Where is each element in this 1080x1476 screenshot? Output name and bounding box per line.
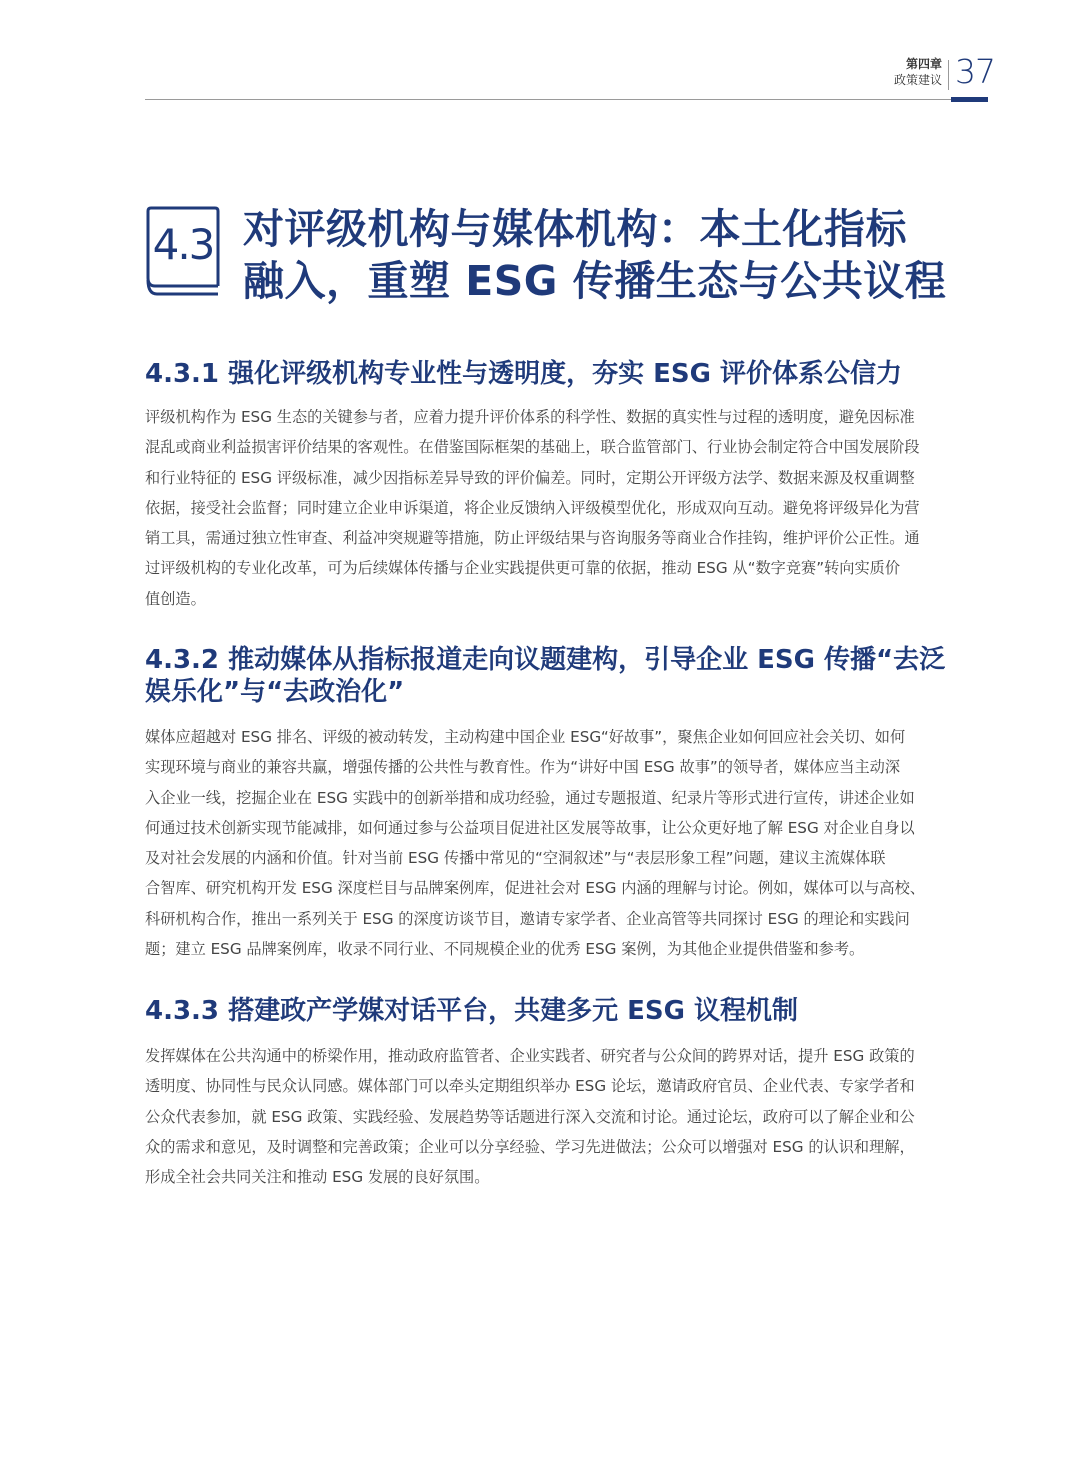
subsection-heading-4-3-1 bbox=[145, 358, 990, 390]
body-line: 依据，接受社会监督；同时建立企业申诉渠道，将企业反馈纳入评级模型优化，形成双向互动。避免将评级异化为营 bbox=[145, 498, 920, 517]
body-line: 及对社会发展的内涵和价值。针对当前 ESG 传播中常见的“空洞叙述”与“表层形象工程”问题，建议主流媒体联 bbox=[145, 849, 886, 868]
subsection-heading-line: 4.3.1 强化评级机构专业性与透明度，夯实 ESG 评价体系公信力 bbox=[145, 359, 903, 389]
subsection-heading-line: 4.3.2 推动媒体从指标报道走向议题建构，引导企业 ESG 传播“去泛 bbox=[145, 645, 946, 675]
header-rule bbox=[145, 99, 988, 100]
body-line: 公众代表参加，就 ESG 政策、实践经验、发展趋势等话题进行深入交流和讨论。通过论坛，政府可以了解企业和公 bbox=[145, 1107, 915, 1126]
body-line: 题；建立 ESG 品牌案例库，收录不同行业、不同规模企业的优秀 ESG 案例，为其他企业提供借鉴和参考。 bbox=[145, 940, 865, 959]
body-line: 销工具，需通过独立性审查、利益冲突规避等措施，防止评级结果与咨询服务等商业合作挂钩，维护评价公正性。通 bbox=[145, 529, 920, 548]
body-line: 混乱或商业利益损害评价结果的客观性。在借鉴国际框架的基础上，联合监管部门、行业协会制定符合中国发展阶段 bbox=[145, 438, 920, 457]
body-line: 过评级机构的专业化改革，可为后续媒体传播与企业实践提供更可靠的依据，推动 ESG 从“数字竞赛”转向实质价 bbox=[145, 559, 901, 578]
subsection-body-4-3-2 bbox=[145, 722, 988, 964]
body-line: 值创造。 bbox=[145, 589, 206, 608]
body-line: 实现环境与商业的兼容共赢，增强传播的公共性与教育性。作为“讲好中国 ESG 故事”的领导者，媒体应当主动深 bbox=[145, 758, 901, 777]
subsection-heading-line: 娱乐化”与“去政治化” bbox=[145, 677, 405, 707]
section-title-line: 融入，重塑 ESG 传播生态与公共议程 bbox=[243, 257, 947, 305]
subsection-heading-4-3-2 bbox=[145, 644, 990, 708]
body-line: 入企业一线，挖掘企业在 ESG 实践中的创新举措和成功经验，通过专题报道、纪录片等形式进行宣传，讲述企业如 bbox=[145, 788, 915, 807]
body-line: 科研机构合作，推出一系列关于 ESG 的深度访谈节目，邀请专家学者、企业高管等共同探讨 ESG 的理论和实践问 bbox=[145, 909, 910, 928]
section-number: 4.3 bbox=[152, 220, 214, 269]
section-number-badge bbox=[145, 206, 221, 298]
body-line: 评级机构作为 ESG 生态的关键参与者，应着力提升评价体系的科学性、数据的真实性与过程的透明度，避免因标准 bbox=[145, 408, 915, 426]
section-title bbox=[243, 203, 1003, 307]
header-accent-bar bbox=[951, 97, 988, 102]
body-line: 何通过技术创新实现节能减排，如何通过参与公益项目促进社区发展等故事，让公众更好地了解 ESG 对企业自身以 bbox=[145, 818, 915, 837]
subsection-body-4-3-3 bbox=[145, 1041, 988, 1192]
subsection-heading-4-3-3 bbox=[145, 995, 990, 1027]
subsection-body-4-3-1 bbox=[145, 402, 988, 614]
body-line: 透明度、协同性与民众认同感。媒体部门可以牵头定期组织举办 ESG 论坛，邀请政府官员、企业代表、专家学者和 bbox=[145, 1077, 915, 1096]
body-line: 众的需求和意见，及时调整和完善政策；企业可以分享经验、学习先进做法；公众可以增强对 ESG 的认识和理解， bbox=[145, 1137, 915, 1156]
body-line: 发挥媒体在公共沟通中的桥梁作用，推动政府监管者、企业实践者、研究者与公众间的跨界对话，提升 ESG 政策的 bbox=[145, 1047, 915, 1065]
subsection-heading-line: 4.3.3 搭建政产学媒对话平台，共建多元 ESG 议程机制 bbox=[145, 996, 799, 1026]
header-subtitle: 政策建议 bbox=[893, 73, 942, 87]
running-header bbox=[0, 0, 1080, 104]
body-line: 媒体应超越对 ESG 排名、评级的被动转发，主动构建中国企业 ESG“好故事”，聚焦企业如何回应社会关切、如何 bbox=[145, 728, 906, 746]
header-separator bbox=[948, 60, 949, 90]
body-line: 合智库、研究机构开发 ESG 深度栏目与品牌案例库，促进社会对 ESG 内涵的理解与讨论。例如，媒体可以与高校、 bbox=[145, 879, 925, 898]
page-number: 37 bbox=[955, 52, 995, 91]
body-line: 形成全社会共同关注和推动 ESG 发展的良好氛围。 bbox=[145, 1168, 490, 1187]
section-title-line: 对评级机构与媒体机构：本土化指标 bbox=[243, 205, 907, 253]
body-line: 和行业特征的 ESG 评级标准，减少因指标差异导致的评价偏差。同时，定期公开评级方法学、数据来源及权重调整 bbox=[145, 468, 915, 487]
header-chapter: 第四章 bbox=[905, 57, 942, 71]
